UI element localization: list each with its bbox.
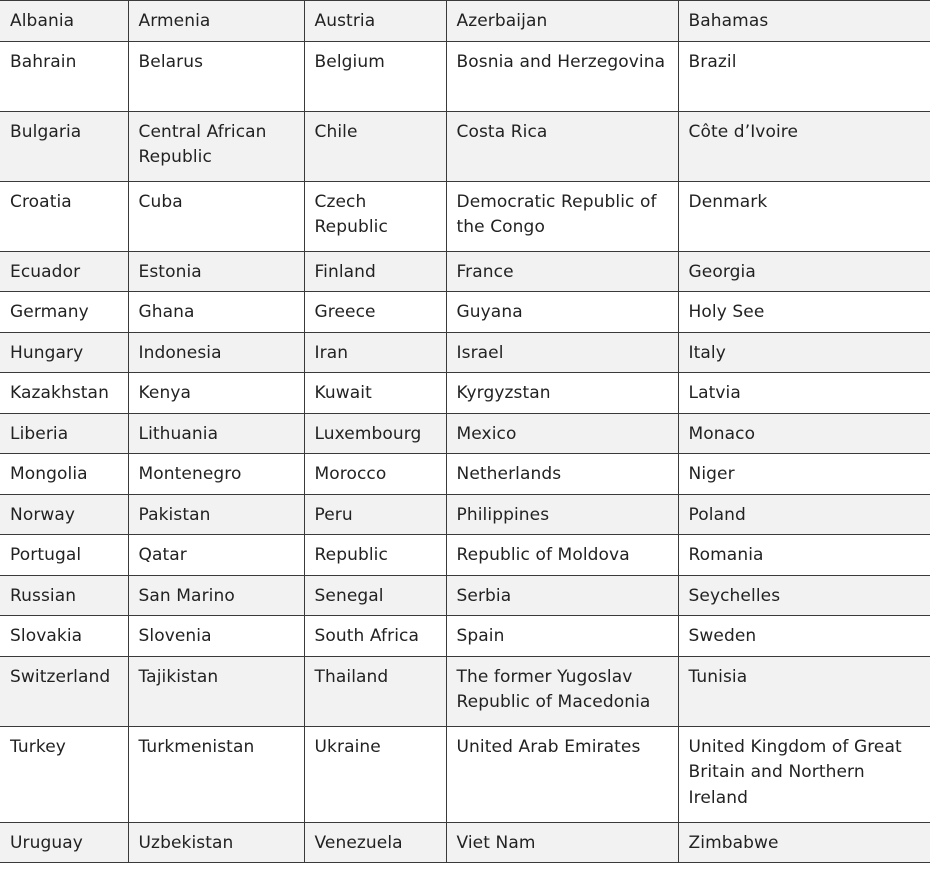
table-cell: Bosnia and Herzegovina (446, 41, 678, 111)
table-cell: Costa Rica (446, 111, 678, 181)
table-cell: Netherlands (446, 454, 678, 495)
table-cell: Belgium (304, 41, 446, 111)
table-cell: Tunisia (678, 656, 930, 726)
table-cell: Kazakhstan (0, 373, 128, 414)
table-cell: Luxembourg (304, 413, 446, 454)
table-cell: Qatar (128, 535, 304, 576)
table-row (0, 1, 930, 42)
table-cell: Republic (304, 535, 446, 576)
table-row (0, 494, 930, 535)
table-cell: Holy See (678, 292, 930, 333)
table-row (0, 181, 930, 251)
table-cell: Philippines (446, 494, 678, 535)
table-cell: Norway (0, 494, 128, 535)
table-cell: Niger (678, 454, 930, 495)
table-cell: Cuba (128, 181, 304, 251)
table-cell: Viet Nam (446, 822, 678, 863)
table-cell: Republic of Moldova (446, 535, 678, 576)
table-cell: Peru (304, 494, 446, 535)
table-cell: Mexico (446, 413, 678, 454)
table-cell: Finland (304, 251, 446, 292)
table-cell: Montenegro (128, 454, 304, 495)
table-cell: Central African Republic (128, 111, 304, 181)
table-cell: Bulgaria (0, 111, 128, 181)
table-cell: Georgia (678, 251, 930, 292)
table-cell: Estonia (128, 251, 304, 292)
table-row (0, 413, 930, 454)
table-cell: United Kingdom of Great Britain and Northern Ireland (678, 726, 930, 822)
table-cell: Kenya (128, 373, 304, 414)
table-cell: Slovakia (0, 616, 128, 657)
table-cell: Ghana (128, 292, 304, 333)
table-cell: San Marino (128, 575, 304, 616)
table-cell: The former Yugoslav Republic of Macedonia (446, 656, 678, 726)
table-row (0, 454, 930, 495)
table-cell: Portugal (0, 535, 128, 576)
table-cell: Zimbabwe (678, 822, 930, 863)
table-cell: Kuwait (304, 373, 446, 414)
table-cell: France (446, 251, 678, 292)
table-row (0, 535, 930, 576)
table-row (0, 41, 930, 111)
table-cell: Kyrgyzstan (446, 373, 678, 414)
table-cell: Russian (0, 575, 128, 616)
table-row (0, 575, 930, 616)
table-cell: Bahamas (678, 1, 930, 42)
table-cell: Indonesia (128, 332, 304, 373)
table-cell: Chile (304, 111, 446, 181)
table-cell: South Africa (304, 616, 446, 657)
table-row (0, 251, 930, 292)
table-cell: Lithuania (128, 413, 304, 454)
table-cell: Iran (304, 332, 446, 373)
table-cell: Azerbaijan (446, 1, 678, 42)
table-cell: Bahrain (0, 41, 128, 111)
table-row (0, 292, 930, 333)
table-cell: Italy (678, 332, 930, 373)
table-cell: Romania (678, 535, 930, 576)
table-cell: United Arab Emirates (446, 726, 678, 822)
table-cell: Morocco (304, 454, 446, 495)
table-cell: Latvia (678, 373, 930, 414)
table-cell: Czech Republic (304, 181, 446, 251)
table-cell: Austria (304, 1, 446, 42)
table-cell: Turkey (0, 726, 128, 822)
table-cell: Germany (0, 292, 128, 333)
table-row (0, 616, 930, 657)
table-cell: Tajikistan (128, 656, 304, 726)
table-cell: Monaco (678, 413, 930, 454)
table-cell: Serbia (446, 575, 678, 616)
table-cell: Uzbekistan (128, 822, 304, 863)
table-row (0, 726, 930, 822)
table-cell: Belarus (128, 41, 304, 111)
table-cell: Turkmenistan (128, 726, 304, 822)
table-cell: Guyana (446, 292, 678, 333)
table-cell: Uruguay (0, 822, 128, 863)
table-row (0, 373, 930, 414)
table-cell: Democratic Republic of the Congo (446, 181, 678, 251)
table-cell: Côte d’Ivoire (678, 111, 930, 181)
table-cell: Armenia (128, 1, 304, 42)
table-cell: Croatia (0, 181, 128, 251)
table-cell: Venezuela (304, 822, 446, 863)
table-cell: Senegal (304, 575, 446, 616)
table-row (0, 332, 930, 373)
table-cell: Pakistan (128, 494, 304, 535)
table-cell: Mongolia (0, 454, 128, 495)
table-row (0, 822, 930, 863)
table-cell: Hungary (0, 332, 128, 373)
table-cell: Poland (678, 494, 930, 535)
table-cell: Sweden (678, 616, 930, 657)
table-cell: Slovenia (128, 616, 304, 657)
table-cell: Ukraine (304, 726, 446, 822)
table-cell: Albania (0, 1, 128, 42)
table-row (0, 111, 930, 181)
table-cell: Switzerland (0, 656, 128, 726)
table-cell: Ecuador (0, 251, 128, 292)
table-cell: Israel (446, 332, 678, 373)
table-row (0, 656, 930, 726)
table-cell: Spain (446, 616, 678, 657)
table-cell: Greece (304, 292, 446, 333)
table-cell: Denmark (678, 181, 930, 251)
table-cell: Seychelles (678, 575, 930, 616)
table-cell: Liberia (0, 413, 128, 454)
table-cell: Brazil (678, 41, 930, 111)
table-cell: Thailand (304, 656, 446, 726)
